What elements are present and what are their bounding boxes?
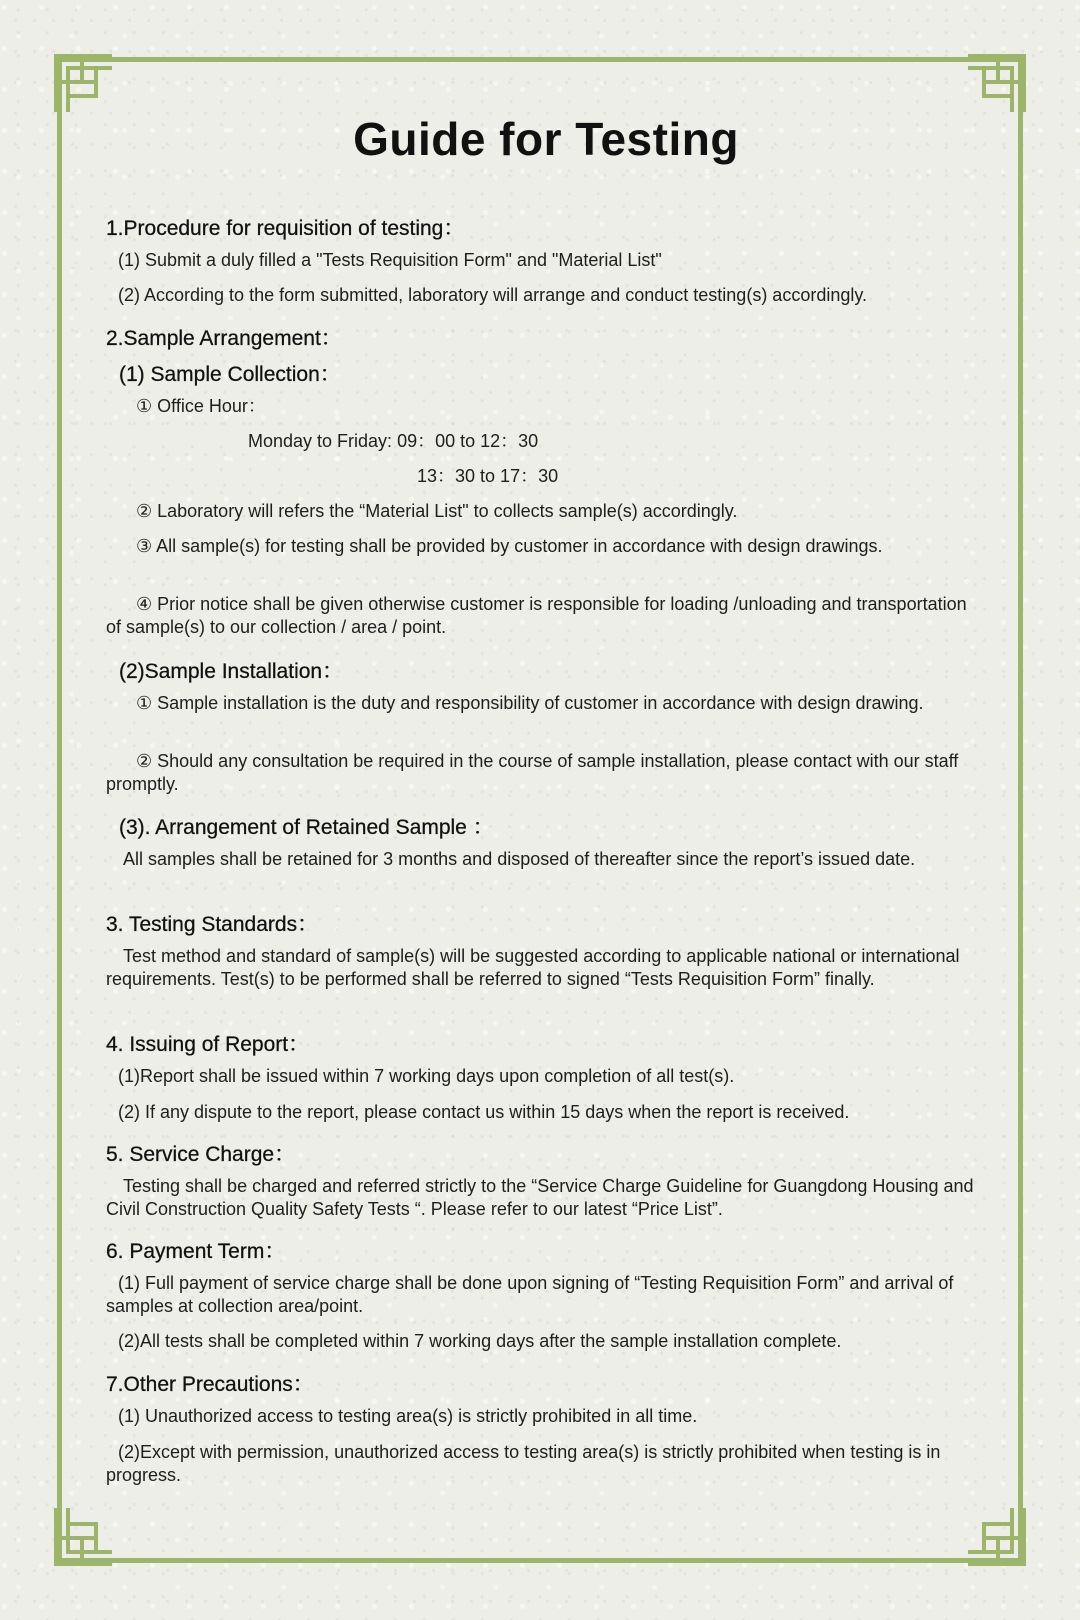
corner-ornament-icon [54,1506,114,1566]
testing-standards-text: Test method and standard of sample(s) will be suggested according to applicable national or international requirements. Test(s) to be performed shall be referred to signed “Tests Requisition Form” finally. [106,946,960,989]
subsection-heading-retained-sample: (3). Arrangement of Retained Sample ： [119,816,494,839]
collection-item-2: ② Laboratory will refers the “Material List" to collects sample(s) accordingly. [136,501,738,521]
collection-item-3: ③ All sample(s) for testing shall be provided by customer in accordance with design drawings. [136,536,883,556]
office-hours-morning: Monday to Friday: 09：00 to 12：30 [248,431,539,451]
section-heading-sample-arrangement: 2.Sample Arrangement： [106,327,342,350]
report-item-2: (2) If any dispute to the report, please contact us within 15 days when the report is received. [118,1102,850,1122]
payment-item-1: (1) Full payment of service charge shall be done upon signing of “Testing Requisition Form” and arrival of samples at collection area/point. [106,1273,954,1316]
payment-item-2: (2)All tests shall be completed within 7 working days after the sample installation complete. [118,1331,842,1351]
precaution-item-1: (1) Unauthorized access to testing area(s) is strictly prohibited in all time. [118,1406,698,1426]
procedure-item-2: (2) According to the form submitted, laboratory will arrange and conduct testing(s) accordingly. [118,285,868,305]
page-title: Guide for Testing [353,113,739,165]
retained-sample-text: All samples shall be retained for 3 months and disposed of thereafter since the report’s issued date. [123,849,916,869]
section-heading-procedure: 1.Procedure for requisition of testing： [106,217,465,240]
service-charge-text: Testing shall be charged and referred strictly to the “Service Charge Guideline for Guangdong Housing and Civil Construction Quality Safety Tests “. Please refer to our latest “Price List”. [106,1176,974,1219]
corner-ornament-icon [54,54,114,114]
corner-ornament-icon [966,54,1026,114]
corner-ornament-icon [966,1506,1026,1566]
office-hours-afternoon: 13：30 to 17：30 [417,466,559,486]
procedure-item-1: (1) Submit a duly filled a "Tests Requisition Form" and "Material List" [118,250,662,270]
installation-item-2: ② Should any consultation be required in the course of sample installation, please contact with our staff promptly. [106,751,959,794]
section-heading-issuing-report: 4. Issuing of Report： [106,1033,310,1056]
office-hour-label: ① Office Hour： [136,396,266,416]
collection-item-4: ④ Prior notice shall be given otherwise customer is responsible for loading /unloading and transportation of sample(s) to our collection / area / point. [106,594,967,637]
section-heading-other-precautions: 7.Other Precautions： [106,1373,314,1396]
subsection-heading-sample-installation: (2)Sample Installation： [119,660,344,683]
precaution-item-2: (2)Except with permission, unauthorized access to testing area(s) is strictly prohibited when testing is in progress. [106,1442,941,1485]
section-heading-service-charge: 5. Service Charge： [106,1143,296,1166]
report-item-1: (1)Report shall be issued within 7 working days upon completion of all test(s). [118,1066,735,1086]
installation-item-1: ① Sample installation is the duty and responsibility of customer in accordance with design drawing. [136,693,924,713]
section-heading-testing-standards: 3. Testing Standards： [106,913,319,936]
subsection-heading-sample-collection: (1) Sample Collection： [119,363,341,386]
section-heading-payment-term: 6. Payment Term： [106,1240,286,1263]
